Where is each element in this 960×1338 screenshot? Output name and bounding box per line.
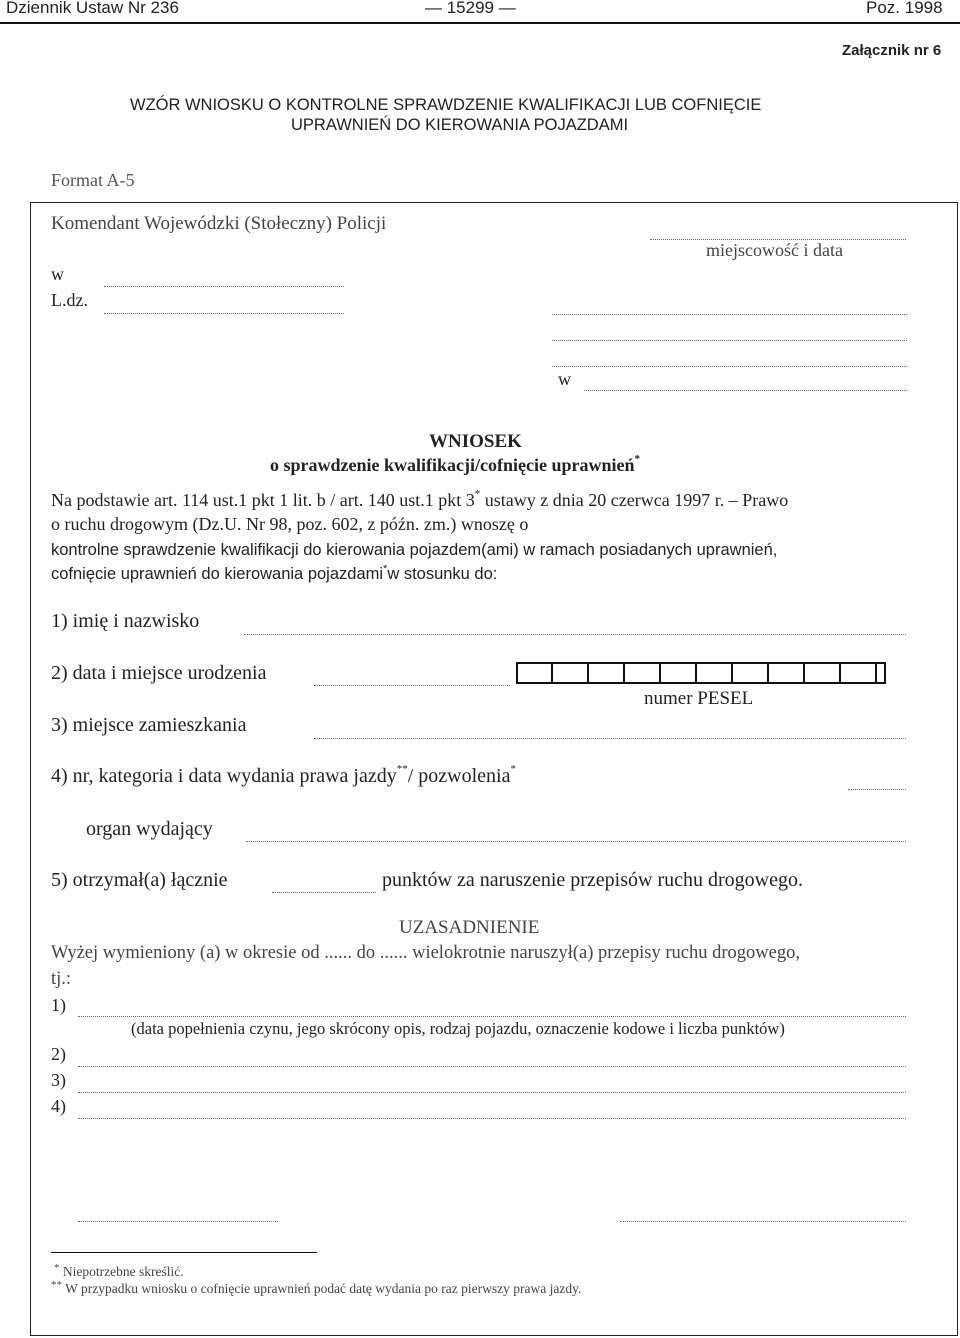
item-address-line[interactable] [314,738,906,739]
pesel-label: numer PESEL [644,688,754,709]
reference-number-label: L.dz. [51,290,88,310]
issuing-authority-label: organ wydający [86,818,213,840]
footnote-2: ** W przypadku wniosku o cofnięcie uprawnień podać datę wydania po raz pierwszy prawa jazdy. [51,1279,582,1296]
place-date-label: miejscowość i data [706,240,843,260]
recipient-city-label: w [558,369,571,389]
violation-hint: (data popełnienia czynu, jego skrócony opis, rodzaj pojazdu, oznaczenie kodowe i liczba punktów) [131,1019,785,1038]
item-points-label: 5) otrzymał(a) łącznie [51,869,228,891]
violation-2-number: 2) [51,1044,66,1064]
issuer-label: Komendant Wojewódzki (Stołeczny) Policji [51,213,387,234]
document-title-line1: WZÓR WNIOSKU O KONTROLNE SPRAWDZENIE KWALIFIKACJI LUB COFNIĘCIE [130,96,762,114]
recipient-line-3[interactable] [552,366,907,367]
violation-4-line[interactable] [78,1118,906,1119]
item-name-line[interactable] [244,634,906,635]
format-label: Format A-5 [51,170,135,190]
body-line-2: o ruchu drogowym (Dz.U. Nr 98, poz. 602, z późn. zm.) wnoszę o [51,514,529,534]
item-birth-label: 2) data i miejsce urodzenia [51,662,267,684]
justification-line-1: Wyżej wymieniony (a) w okresie od ...... do ...... wielokrotnie naruszył(a) przepisy ruchu drogowego, [51,943,800,963]
violation-3-line[interactable] [78,1092,906,1093]
item-points-line[interactable] [272,892,376,893]
item-birth-line[interactable] [314,685,510,686]
recipient-city-line[interactable] [584,390,907,391]
body-line-1: Na podstawie art. 114 ust.1 pkt 1 lit. b / art. 140 ust.1 pkt 3* ustawy z dnia 20 czerwca 1997 r. – Prawo [51,488,789,510]
violation-3-number: 3) [51,1070,66,1090]
recipient-line-1[interactable] [552,314,907,315]
reference-number-line[interactable] [104,313,344,314]
signature-line-right[interactable] [620,1221,906,1222]
recipient-line-2[interactable] [552,340,907,341]
application-heading: WNIOSEK [429,431,522,452]
body-line-4: cofnięcie uprawnień do kierowania pojazdami*w stosunku do: [51,563,498,583]
issuer-city-line[interactable] [104,286,344,287]
justification-heading: UZASADNIENIE [399,917,540,938]
violation-4-number: 4) [51,1096,66,1116]
issuer-city-label: w [51,264,64,284]
footnote-1: * Niepotrzebne skreślić. [54,1262,184,1279]
body-line-3: kontrolne sprawdzenie kwalifikacji do kierowania pojazdem(ami) w ramach posiadanych uprawnień, [51,541,778,559]
attachment-label: Załącznik nr 6 [842,42,942,59]
footnote-rule [51,1252,317,1253]
header-rule [0,22,960,24]
item-address-label: 3) miejsce zamieszkania [51,714,247,736]
journal-header-left: Dziennik Ustaw Nr 236 [6,0,179,17]
position-number: Poz. 1998 [866,0,943,17]
page-number: — 15299 — [425,0,516,17]
issuing-authority-line[interactable] [246,841,906,842]
application-subheading: o sprawdzenie kwalifikacji/cofnięcie uprawnień* [270,453,640,475]
document-title-line2: UPRAWNIEŃ DO KIEROWANIA POJAZDAMI [291,116,629,134]
item-license-label: 4) nr, kategoria i data wydania prawa jazdy**/ pozwolenia* [51,763,516,787]
signature-line-left[interactable] [78,1221,278,1222]
violation-1-line[interactable] [78,1016,906,1017]
justification-line-2: tj.: [51,969,72,989]
item-points-suffix: punktów za naruszenie przepisów ruchu drogowego. [382,869,803,891]
item-name-label: 1) imię i nazwisko [51,610,200,632]
item-license-line[interactable] [848,789,906,790]
violation-2-line[interactable] [78,1066,906,1067]
violation-1-number: 1) [51,995,66,1015]
